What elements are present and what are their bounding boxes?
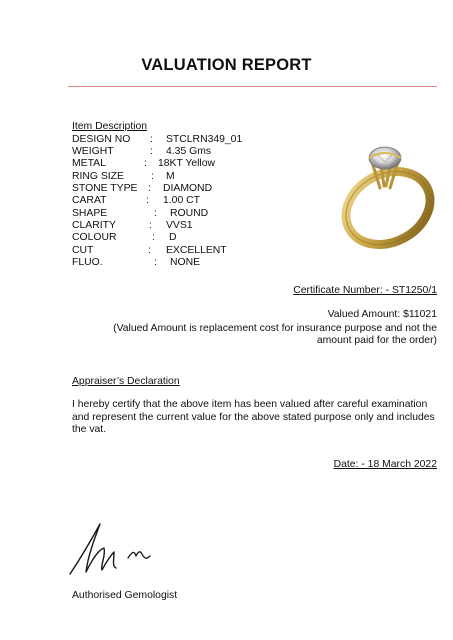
spec-separator: : xyxy=(152,232,155,243)
spec-value: 4.35 Gms xyxy=(166,146,212,157)
spec-separator: : xyxy=(150,146,153,157)
spec-separator: : xyxy=(154,257,157,268)
spec-separator: : xyxy=(151,171,154,182)
spec-label: SHAPE xyxy=(72,208,108,219)
spec-separator: : xyxy=(148,245,151,256)
spec-value: ROUND xyxy=(170,208,209,219)
spec-row-design-no xyxy=(72,134,243,147)
spec-label: CLARITY xyxy=(72,220,116,231)
spec-value: VVS1 xyxy=(166,220,193,231)
handwritten-signature xyxy=(66,516,176,578)
spec-label: STONE TYPE xyxy=(72,183,138,194)
spec-label: COLOUR xyxy=(72,232,117,243)
spec-row-ring-size xyxy=(72,171,175,184)
report-date: Date: - 18 March 2022 xyxy=(333,459,437,470)
declaration-text: I hereby certify that the above item has been valued after careful examination and represent the current value for the above stated purpose only and includes the vat. xyxy=(72,399,435,436)
certificate-number: Certificate Number: - ST1250/1 xyxy=(293,285,437,296)
spec-separator: : xyxy=(146,195,149,206)
spec-separator: : xyxy=(148,183,151,194)
spec-value: M xyxy=(166,171,175,182)
spec-row-stone-type xyxy=(72,183,213,196)
spec-label: FLUO. xyxy=(72,257,103,268)
spec-label: METAL xyxy=(72,158,106,169)
spec-row-carat xyxy=(72,195,200,208)
spec-label: CUT xyxy=(72,245,94,256)
spec-label: WEIGHT xyxy=(72,146,114,157)
signatory-label: Authorised Gemologist xyxy=(72,590,178,601)
spec-row-fluo xyxy=(72,257,201,270)
ring-image xyxy=(326,118,446,256)
spec-row-cut xyxy=(72,245,227,258)
spec-row-clarity xyxy=(72,220,193,233)
title-divider xyxy=(68,86,437,87)
spec-separator: : xyxy=(144,158,147,169)
spec-row-shape xyxy=(72,208,209,221)
declaration-heading: Appraiser’s Declaration xyxy=(72,376,180,387)
valued-amount-note: (Valued Amount is replacement cost for insurance purpose and not the amount paid for the order) xyxy=(113,323,437,347)
spec-separator: : xyxy=(154,208,157,219)
spec-value: D xyxy=(169,232,177,243)
spec-value: EXCELLENT xyxy=(166,245,227,256)
item-description-heading: Item Description xyxy=(72,121,148,132)
spec-row-colour xyxy=(72,232,177,245)
valued-amount: Valued Amount: $11021 xyxy=(327,309,437,320)
spec-label: CARAT xyxy=(72,195,107,206)
spec-row-metal xyxy=(72,158,216,171)
report-title: VALUATION REPORT xyxy=(141,56,312,74)
spec-row-weight xyxy=(72,146,212,159)
spec-label: RING SIZE xyxy=(72,171,124,182)
spec-value: 18KT Yellow xyxy=(158,158,216,169)
spec-separator: : xyxy=(150,134,153,145)
spec-separator: : xyxy=(149,220,152,231)
spec-label: DESIGN NO xyxy=(72,134,131,145)
spec-value: STCLRN349_01 xyxy=(166,134,243,145)
spec-value: DIAMOND xyxy=(163,183,213,194)
spec-value: NONE xyxy=(170,257,201,268)
spec-value: 1.00 CT xyxy=(163,195,200,206)
